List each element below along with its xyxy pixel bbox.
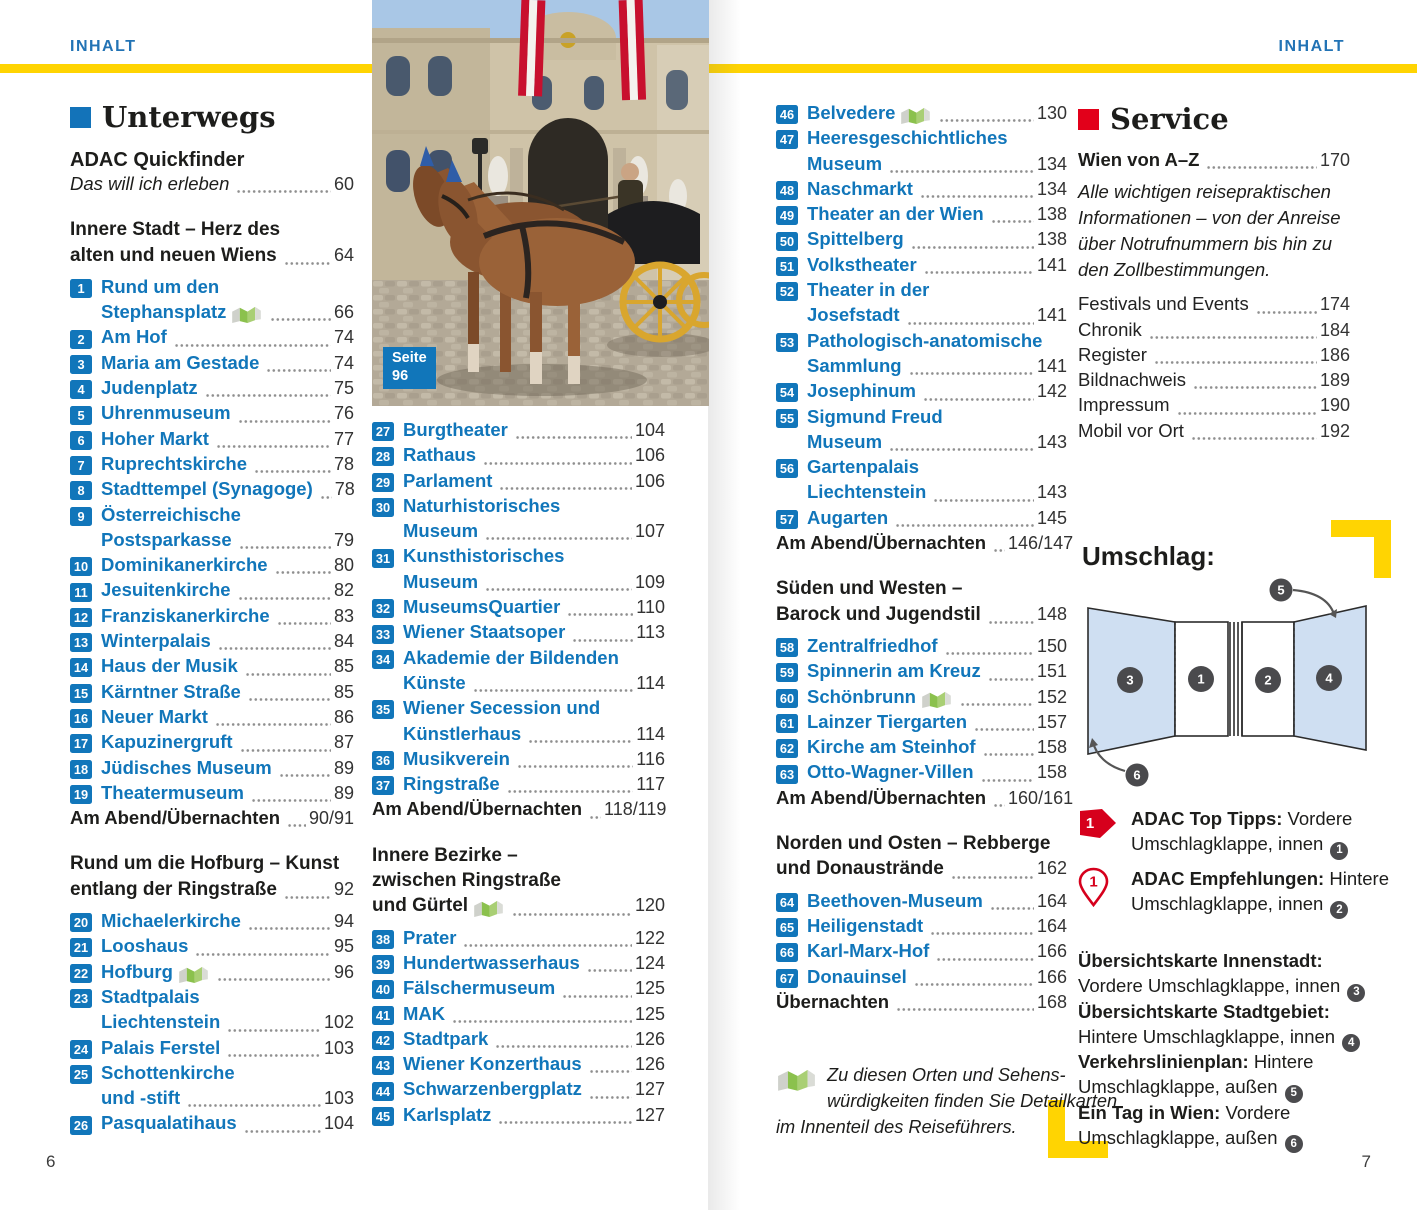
page-ref: 168 <box>1036 991 1067 1012</box>
toc-entry: 35 Wiener Secession und Künstlerhaus 114 <box>372 697 665 748</box>
toc-entry: 49 Theater an der Wien 138 <box>776 203 1067 228</box>
entry-number-badge: 48 <box>776 181 798 200</box>
page-ref: 127 <box>634 1079 665 1100</box>
entry-number-badge: 3 <box>70 355 92 374</box>
sub-heading: ADAC Quickfinder <box>70 149 245 171</box>
toc-entry: 11 Jesuitenkirche 82 <box>70 579 354 604</box>
legend-item: 1 ADAC Top Tipps: Vordere Umschlagklappe, innen 1 <box>1078 806 1370 857</box>
entry-number-badge: 16 <box>70 709 92 728</box>
entry-number-badge: 49 <box>776 206 798 225</box>
page-number-left: 6 <box>46 1152 56 1171</box>
toc-row: Register 186 <box>1078 343 1350 365</box>
page-ref: 103 <box>323 1037 354 1058</box>
page-ref: 127 <box>634 1104 665 1125</box>
page-ref: 162 <box>1036 858 1067 879</box>
legend-item: 1 ADAC Empfehlungen: Hintere Umschlagklappe, innen 2 <box>1078 866 1370 917</box>
toc-row: Am Abend/Übernachten 160/161 <box>776 786 1074 808</box>
toc-entry: 18 Jüdisches Museum 89 <box>70 757 354 782</box>
toc-entry: 30 Naturhistorisches Museum 107 <box>372 495 665 546</box>
section-heading: Innere Stadt – Herz des alten und neuen Wiens 64 <box>70 219 354 266</box>
circled-number: 6 <box>1285 1135 1303 1153</box>
page-ref: 94 <box>333 911 354 932</box>
toc-entry: 27 Burgtheater 104 <box>372 419 665 444</box>
toc-entry: 48 Naschmarkt 134 <box>776 178 1067 203</box>
toc-column-2 <box>372 419 665 1129</box>
page-ref: 75 <box>333 378 354 399</box>
entry-number-badge: 62 <box>776 739 798 758</box>
toc-entry: 24 Palais Ferstel 103 <box>70 1037 354 1062</box>
toc-entry: 39 Hundertwasserhaus 124 <box>372 952 665 977</box>
running-head-right: INHALT <box>1278 38 1345 55</box>
entry-number-badge: 39 <box>372 955 394 974</box>
toc-entry: 9 Österreichische Postsparkasse 79 <box>70 504 354 555</box>
entry-number-badge: 38 <box>372 930 394 949</box>
toc-entry: 58 Zentralfriedhof 150 <box>776 635 1067 660</box>
page-ref: 104 <box>634 420 665 440</box>
page-ref: 125 <box>634 978 665 999</box>
toc-entry: 31 Kunsthistorisches Museum 109 <box>372 545 665 596</box>
toc-column-3 <box>776 102 1118 1140</box>
svg-text:3: 3 <box>1126 672 1134 688</box>
entry-number-badge: 12 <box>70 608 92 627</box>
entry-number-badge: 54 <box>776 383 798 402</box>
photo-page-badge: Seite 96 <box>383 347 436 389</box>
toc-entry: 2 Am Hof 74 <box>70 326 354 351</box>
entry-number-badge: 59 <box>776 663 798 682</box>
toc-entry: 17 Kapuzinergruft 87 <box>70 731 354 756</box>
page-ref: 92 <box>333 878 354 899</box>
entry-number-badge: 42 <box>372 1031 394 1050</box>
page-ref: 184 <box>1319 319 1350 340</box>
section-heading: Norden und Osten – Rebberge und Donaustrände 162 <box>776 833 1067 880</box>
page-ref: 145 <box>1036 507 1067 528</box>
toc-entry: 60 Schönbrunn 152 <box>776 686 1067 711</box>
entry-number-badge: 5 <box>70 406 92 425</box>
entry-number-badge: 23 <box>70 989 92 1008</box>
entry-number-badge: 15 <box>70 684 92 703</box>
page-ref: 109 <box>634 571 665 592</box>
entry-number-badge: 14 <box>70 658 92 677</box>
page-ref: 138 <box>1036 204 1067 225</box>
entry-number-badge: 18 <box>70 760 92 779</box>
part-title-square <box>70 107 91 128</box>
toc-entry: 51 Volkstheater 141 <box>776 254 1067 279</box>
map-icon <box>921 688 952 709</box>
toc-row: Chronik 184 <box>1078 318 1350 340</box>
page-ref: 170 <box>1319 150 1350 170</box>
running-head-left: INHALT <box>70 38 137 55</box>
italic-row: Das will ich erleben 60 <box>70 173 354 194</box>
page-ref: 141 <box>1036 355 1067 376</box>
page-ref: 146/147 <box>1008 533 1074 554</box>
toc-entry: 43 Wiener Konzerthaus 126 <box>372 1053 665 1078</box>
page-ref: 85 <box>333 681 354 702</box>
map-legend-note: Zu diesen Orten und Sehens- würdigkeiten finden Sie Detailkarten im Innenteil des Reiseführers. <box>776 1065 1118 1138</box>
page-ref: 166 <box>1036 966 1067 987</box>
page-ref: 89 <box>333 782 354 803</box>
page-ref: 160/161 <box>1008 787 1074 808</box>
entry-number-badge: 8 <box>70 481 92 500</box>
page-ref: 60 <box>333 174 354 194</box>
svg-text:1: 1 <box>1089 873 1098 890</box>
page-ref: 164 <box>1036 890 1067 911</box>
page-ref: 186 <box>1319 344 1350 365</box>
page-ref: 120 <box>634 895 665 916</box>
entry-number-badge: 19 <box>70 785 92 804</box>
page-ref: 82 <box>333 580 354 601</box>
entry-number-badge: 7 <box>70 456 92 475</box>
map-icon <box>900 104 931 125</box>
toc-row: Übernachten 168 <box>776 990 1067 1012</box>
page-ref: 114 <box>636 672 665 693</box>
cover-fold-diagram <box>1080 578 1374 790</box>
page-ref: 83 <box>333 605 354 626</box>
toc-entry: 19 Theatermuseum 89 <box>70 782 354 807</box>
toc-entry: 46 Belvedere 130 <box>776 102 1067 127</box>
toc-entry: 37 Ringstraße 117 <box>372 773 665 798</box>
cover-legend <box>1078 806 1389 1150</box>
page-ref: 158 <box>1036 762 1067 783</box>
page-ref: 141 <box>1036 305 1067 326</box>
page-ref: 86 <box>333 706 354 727</box>
page-ref: 118/119 <box>604 799 667 820</box>
toc-entry: 63 Otto-Wagner-Villen 158 <box>776 761 1067 786</box>
entry-number-badge: 47 <box>776 130 798 149</box>
part-title: Unterwegs <box>70 100 354 134</box>
intro-paragraph: Alle wichtigen reisepraktischen Informationen – von der Anreise über Notrufnummern bis hin zu den Zollbestimmungen. <box>1078 181 1341 281</box>
page-ref: 84 <box>333 631 354 652</box>
page-ref: 89 <box>333 757 354 778</box>
page-ref: 134 <box>1036 153 1067 174</box>
toc-entry: 16 Neuer Markt 86 <box>70 706 354 731</box>
toc-entry: 47 Heeresgeschichtliches Museum 134 <box>776 127 1067 178</box>
page-ref: 151 <box>1036 661 1067 682</box>
toc-row: Wien von A–Z 170 <box>1078 149 1350 170</box>
cover-note: Verkehrslinienplan: Hintere Umschlagklappe, außen 5 <box>1078 1049 1370 1100</box>
page-ref: 76 <box>333 403 354 424</box>
entry-number-badge: 40 <box>372 980 394 999</box>
entry-number-badge: 43 <box>372 1056 394 1075</box>
map-icon <box>231 303 262 324</box>
entry-number-badge: 9 <box>70 507 92 526</box>
entry-number-badge: 65 <box>776 918 798 937</box>
page-ref: 152 <box>1036 686 1067 707</box>
entry-number-badge: 31 <box>372 549 394 568</box>
entry-number-badge: 25 <box>70 1065 92 1084</box>
page-ref: 74 <box>333 327 354 348</box>
part-title-square <box>1078 109 1099 130</box>
toc-entry: 50 Spittelberg 138 <box>776 228 1067 253</box>
page-ref: 143 <box>1036 431 1067 452</box>
circled-number: 2 <box>1330 901 1348 919</box>
entry-number-badge: 27 <box>372 422 394 441</box>
toc-entry: 4 Judenplatz 75 <box>70 377 354 402</box>
page-gutter-shadow <box>708 0 752 1210</box>
toc-entry: 62 Kirche am Steinhof 158 <box>776 736 1067 761</box>
entry-number-badge: 28 <box>372 447 394 466</box>
toc-entry: 14 Haus der Musik 85 <box>70 655 354 680</box>
page-ref: 158 <box>1036 737 1067 758</box>
page-ref: 148 <box>1036 603 1067 624</box>
page-ref: 96 <box>333 961 354 982</box>
page-ref: 78 <box>334 479 355 500</box>
entry-number-badge: 52 <box>776 282 798 301</box>
entry-number-badge: 51 <box>776 257 798 276</box>
entry-number-badge: 21 <box>70 938 92 957</box>
svg-text:1: 1 <box>1085 815 1095 832</box>
toc-entry: 61 Lainzer Tiergarten 157 <box>776 711 1067 736</box>
entry-number-badge: 1 <box>70 279 92 298</box>
top-tipp-arrow-icon <box>1078 807 1118 841</box>
toc-entry: 10 Dominikanerkirche 80 <box>70 554 354 579</box>
toc-entry: 25 Schottenkirche und -stift 103 <box>70 1062 354 1113</box>
page-ref: 164 <box>1036 915 1067 936</box>
entry-number-badge: 37 <box>372 776 394 795</box>
toc-entry: 21 Looshaus 95 <box>70 935 354 960</box>
toc-entry: 66 Karl-Marx-Hof 166 <box>776 940 1067 965</box>
toc-entry: 13 Winterpalais 84 <box>70 630 354 655</box>
page-ref: 130 <box>1036 103 1067 123</box>
page-ref: 90/91 <box>308 808 354 829</box>
entry-number-badge: 11 <box>70 583 92 602</box>
page-ref: 64 <box>333 244 354 265</box>
svg-text:4: 4 <box>1325 670 1333 686</box>
entry-number-badge: 57 <box>776 510 798 529</box>
entry-number-badge: 36 <box>372 751 394 770</box>
toc-entry: 28 Rathaus 106 <box>372 444 665 469</box>
page-ref: 114 <box>636 723 665 744</box>
page-ref: 124 <box>634 952 665 973</box>
entry-number-badge: 2 <box>70 330 92 349</box>
toc-entry: 53 Pathologisch-anatomische Sammlung 141 <box>776 330 1067 381</box>
section-heading: Innere Bezirke – zwischen Ringstraße und Gürtel 120 <box>372 845 665 921</box>
circled-number: 5 <box>1285 1085 1303 1103</box>
toc-row: Am Abend/Übernachten 90/91 <box>70 807 354 829</box>
page-ref: 95 <box>333 936 354 957</box>
toc-entry: 23 Stadtpalais Liechtenstein 102 <box>70 986 354 1037</box>
entry-number-badge: 17 <box>70 734 92 753</box>
toc-row: Am Abend/Übernachten 146/147 <box>776 532 1074 554</box>
circled-number: 1 <box>1330 842 1348 860</box>
entry-number-badge: 56 <box>776 459 798 478</box>
map-icon <box>776 1065 817 1092</box>
entry-number-badge: 26 <box>70 1116 92 1135</box>
empfehlung-pin-icon <box>1078 867 1109 907</box>
page-ref: 79 <box>333 529 354 550</box>
umschlag-heading: Umschlag: <box>1082 541 1215 571</box>
page-ref: 117 <box>636 774 665 795</box>
toc-row: Impressum 190 <box>1078 394 1350 416</box>
cover-note: Übersichtskarte Stadtgebiet: Hintere Umschlagklappe, innen 4 <box>1078 999 1370 1050</box>
entry-number-badge: 55 <box>776 409 798 428</box>
page-ref: 190 <box>1319 395 1350 416</box>
entry-number-badge: 44 <box>372 1082 394 1101</box>
toc-entry: 59 Spinnerin am Kreuz 151 <box>776 660 1067 685</box>
page-ref: 66 <box>333 302 354 323</box>
entry-number-badge: 45 <box>372 1107 394 1126</box>
page-ref: 116 <box>636 748 665 769</box>
page-ref: 143 <box>1036 482 1067 503</box>
yellow-corner-top-right <box>1331 520 1391 578</box>
page-ref: 174 <box>1319 294 1350 315</box>
toc-entry: 22 Hofburg 96 <box>70 961 354 986</box>
cover-note: Übersichtskarte Innenstadt: Vordere Umschlagklappe, innen 3 <box>1078 948 1370 999</box>
toc-entry: 6 Hoher Markt 77 <box>70 428 354 453</box>
cover-note: Ein Tag in Wien: Vordere Umschlagklappe, außen 6 <box>1078 1100 1370 1151</box>
entry-number-badge: 20 <box>70 913 92 932</box>
entry-number-badge: 24 <box>70 1040 92 1059</box>
page-ref: 150 <box>1036 635 1067 656</box>
entry-number-badge: 32 <box>372 599 394 618</box>
entry-number-badge: 22 <box>70 964 92 983</box>
toc-entry: 57 Augarten 145 <box>776 507 1067 532</box>
page-ref: 77 <box>333 428 354 449</box>
page-ref: 134 <box>1036 178 1067 199</box>
toc-entry: 20 Michaelerkirche 94 <box>70 910 354 935</box>
toc-entry: 40 Fälschermuseum 125 <box>372 977 665 1002</box>
svg-text:2: 2 <box>1264 672 1272 688</box>
page-ref: 107 <box>634 521 665 542</box>
entry-number-badge: 35 <box>372 700 394 719</box>
page-ref: 74 <box>333 352 354 373</box>
page-ref: 106 <box>634 445 665 466</box>
entry-number-badge: 34 <box>372 650 394 669</box>
entry-number-badge: 13 <box>70 633 92 652</box>
toc-entry: 8 Stadttempel (Synagoge) 78 <box>70 478 354 503</box>
page-number-right: 7 <box>1361 1152 1371 1171</box>
page-ref: 78 <box>333 453 354 474</box>
entry-number-badge: 10 <box>70 557 92 576</box>
entry-number-badge: 60 <box>776 689 798 708</box>
hofburg-fiaker-photo <box>372 0 709 406</box>
toc-entry: 5 Uhrenmuseum 76 <box>70 402 354 427</box>
page-ref: 125 <box>634 1003 665 1024</box>
page-ref: 141 <box>1036 254 1067 275</box>
toc-entry: 65 Heiligenstadt 164 <box>776 915 1067 940</box>
page-ref: 126 <box>634 1028 665 1049</box>
page-ref: 113 <box>636 622 665 643</box>
entry-number-badge: 66 <box>776 943 798 962</box>
entry-number-badge: 64 <box>776 893 798 912</box>
page-ref: 103 <box>323 1088 354 1109</box>
toc-entry: 54 Josephinum 142 <box>776 380 1067 405</box>
page-ref: 85 <box>333 656 354 677</box>
photo-illustration <box>372 0 709 406</box>
entry-number-badge: 67 <box>776 969 798 988</box>
entry-number-badge: 63 <box>776 765 798 784</box>
toc-entry: 67 Donauinsel 166 <box>776 966 1067 991</box>
part-title: Service <box>1078 102 1350 136</box>
map-icon <box>473 897 504 918</box>
toc-entry: 38 Prater 122 <box>372 927 665 952</box>
entry-number-badge: 46 <box>776 105 798 124</box>
toc-row: Am Abend/Übernachten 118/119 <box>372 798 667 820</box>
toc-row: Bildnachweis 189 <box>1078 369 1350 391</box>
toc-entry: 64 Beethoven-Museum 164 <box>776 890 1067 915</box>
page-ref: 106 <box>634 470 665 491</box>
toc-entry: 45 Karlsplatz 127 <box>372 1104 665 1129</box>
toc-entry: 44 Schwarzenbergplatz 127 <box>372 1078 665 1103</box>
circled-number: 4 <box>1342 1034 1360 1052</box>
page-ref: 110 <box>636 597 665 618</box>
toc-row: Mobil vor Ort 192 <box>1078 419 1350 441</box>
toc-entry: 42 Stadtpark 126 <box>372 1028 665 1053</box>
entry-number-badge: 33 <box>372 625 394 644</box>
page-ref: 189 <box>1319 370 1350 391</box>
page-ref: 87 <box>333 732 354 753</box>
toc-entry: 56 Gartenpalais Liechtenstein 143 <box>776 456 1067 507</box>
section-heading: Rund um die Hofburg – Kunst entlang der Ringstraße 92 <box>70 853 354 900</box>
map-icon <box>178 963 209 984</box>
entry-number-badge: 50 <box>776 232 798 251</box>
entry-number-badge: 29 <box>372 473 394 492</box>
service-column <box>1078 102 1350 445</box>
toc-entry: 34 Akademie der Bildenden Künste 114 <box>372 647 665 698</box>
entry-number-badge: 4 <box>70 380 92 399</box>
page-ref: 166 <box>1036 941 1067 962</box>
toc-entry: 33 Wiener Staatsoper 113 <box>372 621 665 646</box>
toc-entry: 41 MAK 125 <box>372 1003 665 1028</box>
page-ref: 142 <box>1036 381 1067 402</box>
entry-number-badge: 61 <box>776 714 798 733</box>
toc-entry: 3 Maria am Gestade 74 <box>70 352 354 377</box>
page-ref: 102 <box>323 1012 354 1033</box>
svg-text:6: 6 <box>1133 767 1141 783</box>
toc-entry: 55 Sigmund Freud Museum 143 <box>776 406 1067 457</box>
toc-entry: 1 Rund um den Stephansplatz 66 <box>70 276 354 327</box>
entry-number-badge: 6 <box>70 431 92 450</box>
page-ref: 138 <box>1036 229 1067 250</box>
page-ref: 122 <box>634 927 665 948</box>
page-ref: 104 <box>323 1113 354 1134</box>
svg-text:5: 5 <box>1277 582 1285 598</box>
svg-text:1: 1 <box>1197 671 1205 687</box>
entry-number-badge: 41 <box>372 1006 394 1025</box>
page-ref: 192 <box>1319 420 1350 441</box>
page-ref: 126 <box>634 1054 665 1075</box>
toc-entry: 36 Musikverein 116 <box>372 748 665 773</box>
toc-entry: 52 Theater in der Josefstadt 141 <box>776 279 1067 330</box>
section-heading: Süden und Westen – Barock und Jugendstil 148 <box>776 578 1067 625</box>
toc-row: Festivals und Events 174 <box>1078 293 1350 315</box>
toc-entry: 29 Parlament 106 <box>372 470 665 495</box>
toc-entry: 32 MuseumsQuartier 110 <box>372 596 665 621</box>
page-ref: 80 <box>333 555 354 576</box>
toc-entry: 12 Franziskanerkirche 83 <box>70 605 354 630</box>
entry-number-badge: 58 <box>776 638 798 657</box>
circled-number: 3 <box>1347 984 1365 1002</box>
entry-number-badge: 53 <box>776 333 798 352</box>
entry-number-badge: 30 <box>372 498 394 517</box>
toc-entry: 15 Kärntner Straße 85 <box>70 681 354 706</box>
toc-entry: 7 Ruprechtskirche 78 <box>70 453 354 478</box>
toc-column-1 <box>70 100 354 1138</box>
toc-entry: 26 Pasqualatihaus 104 <box>70 1112 354 1137</box>
page-ref: 157 <box>1036 711 1067 732</box>
